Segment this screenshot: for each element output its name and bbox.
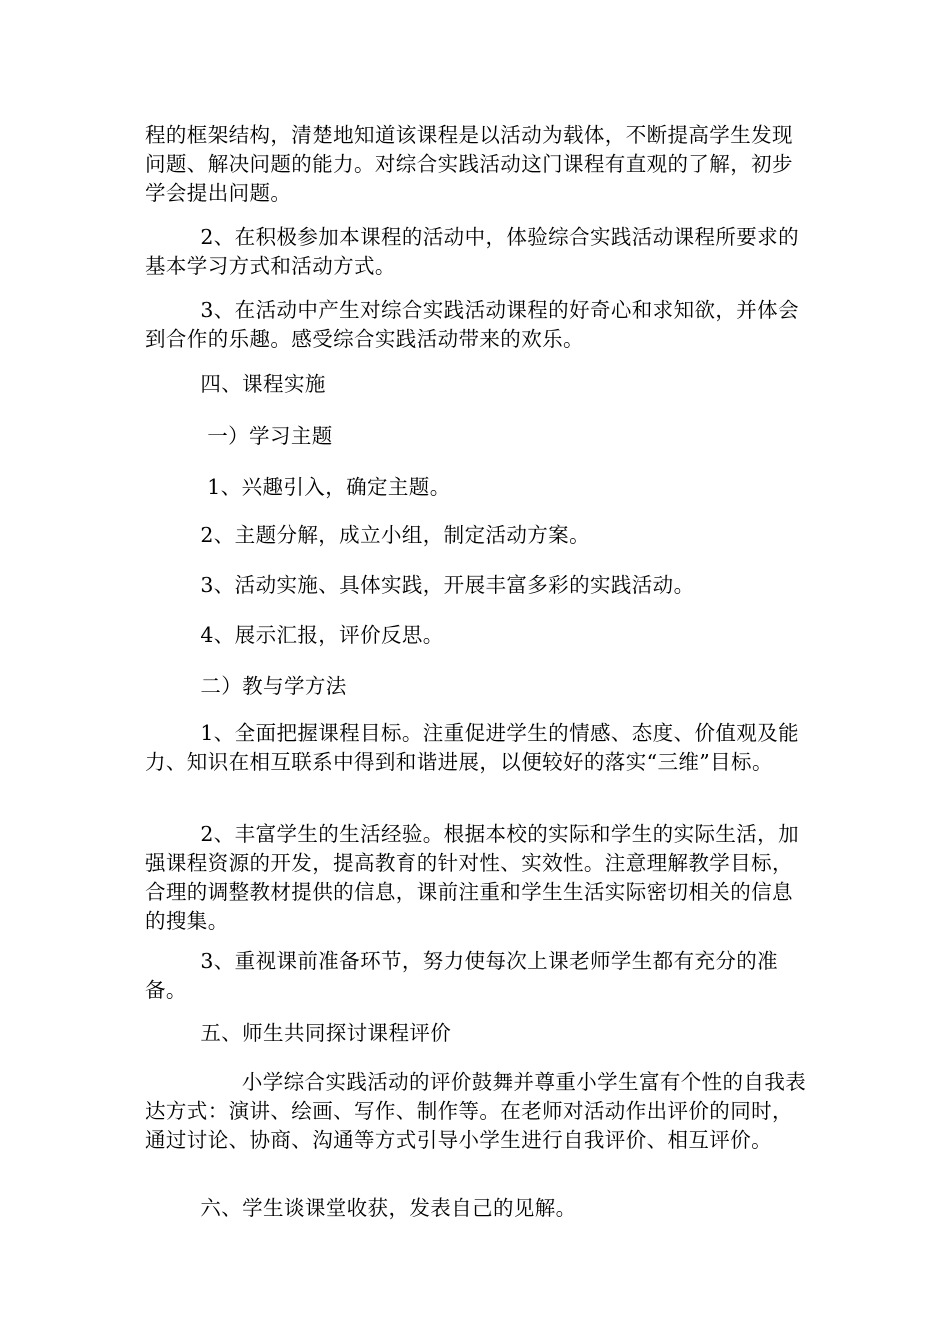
heading-course-evaluation: 五、师生共同探讨课程评价: [145, 1021, 452, 1045]
list-item-theme-4: 4、展示汇报，评价反思。: [145, 623, 444, 647]
paragraph-goal-3: 3、在活动中产生对综合实践活动课程的好奇心和求知欲，并体会到合作的乐趣。感受综合实践活动带来的欢乐。: [145, 298, 799, 351]
list-item-theme-1: 1、兴趣引入，确定主题。: [145, 475, 451, 499]
heading-student-reflection: 六、学生谈课堂收获，发表自己的见解。: [145, 1196, 577, 1220]
paragraph-method-2: 2、丰富学生的生活经验。根据本校的实际和学生的实际生活，加强课程资源的开发，提高教育的针对性、实效性。注意理解教学目标，合理的调整教材提供的信息，课前注重和学生生活实际密切相关的信息的搜集。: [145, 822, 799, 933]
list-item-theme-2: 2、主题分解，成立小组，制定活动方案。: [145, 523, 590, 547]
paragraph-method-1: 1、全面把握课程目标。注重促进学生的情感、态度、价值观及能力、知识在相互联系中得到和谐进展，以便较好的落实“三维”目标。: [145, 721, 799, 774]
list-item-theme-3: 3、活动实施、具体实践，开展丰富多彩的实践活动。: [145, 573, 695, 597]
heading-course-implementation: 四、课程实施: [145, 372, 326, 396]
subheading-learning-theme: 一）学习主题: [145, 424, 333, 448]
paragraph-goal-2: 2、在积极参加本课程的活动中，体验综合实践活动课程所要求的基本学习方式和活动方式。: [145, 225, 799, 278]
subheading-teaching-methods: 二）教与学方法: [145, 674, 347, 698]
paragraph-course-framework: 程的框架结构，清楚地知道该课程是以活动为载体，不断提高学生发现问题、解决问题的能力。对综合实践活动这门课程有直观的了解，初步学会提出问题。: [145, 123, 793, 205]
paragraph-method-3: 3、重视课前准备环节，努力使每次上课老师学生都有充分的准备。: [145, 949, 779, 1002]
paragraph-evaluation: 小学综合实践活动的评价鼓舞并尊重小学生富有个性的自我表达方式：演讲、绘画、写作、制作等。在老师对活动作出评价的同时，通过讨论、协商、沟通等方式引导小学生进行自我评价、相互评价。: [145, 1070, 807, 1152]
